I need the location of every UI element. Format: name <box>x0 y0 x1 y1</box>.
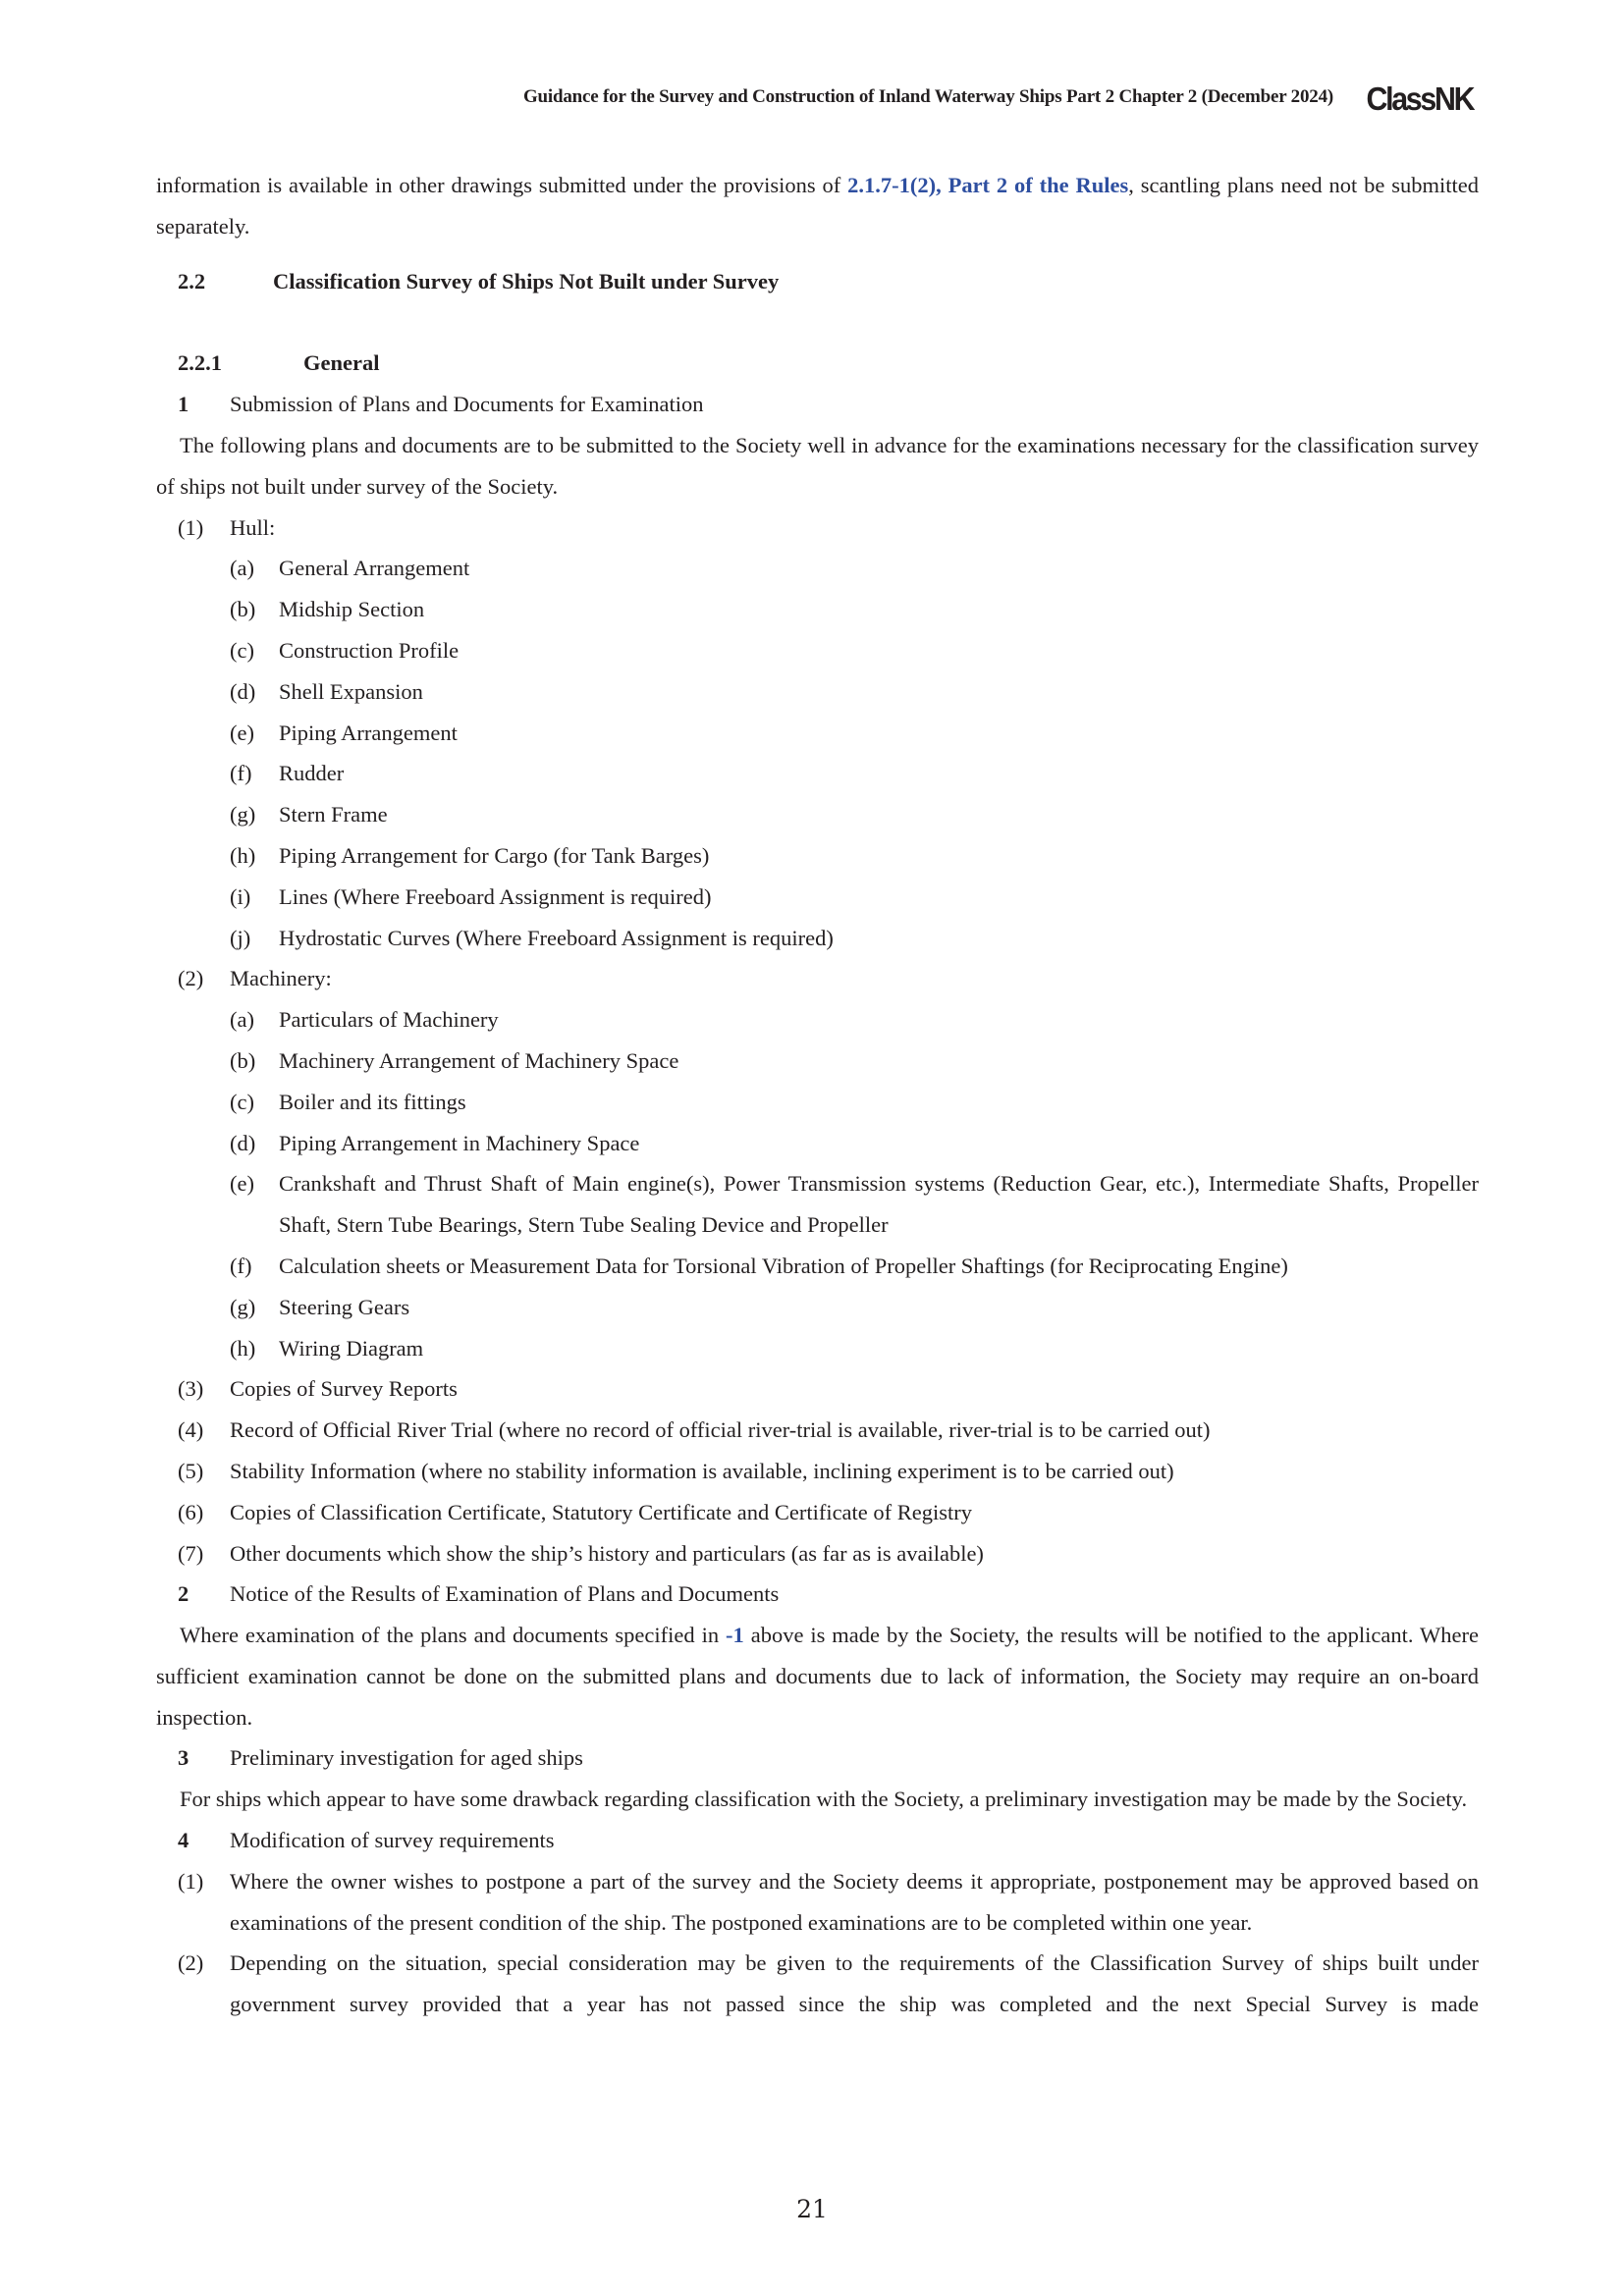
sub-item-text: Midship Section <box>279 597 425 622</box>
item-text: Machinery: <box>230 966 332 991</box>
sub-item-text: General Arrangement <box>279 556 470 581</box>
item-label: (2) <box>178 1950 204 1976</box>
item-label: (5) <box>178 1458 204 1483</box>
sub-item-label: (f) <box>230 1253 252 1278</box>
sub-list-item <box>156 671 1479 713</box>
item-label: (1) <box>178 1868 204 1894</box>
item-text: Other documents which show the ship’s history and particulars (as far as is available) <box>230 1540 984 1566</box>
sub-item-text: Hydrostatic Curves (Where Freeboard Assignment is required) <box>279 925 834 950</box>
item-text: Hull: <box>230 514 276 540</box>
sub-list-item <box>156 999 1479 1041</box>
sub-item-text: Piping Arrangement <box>279 720 458 745</box>
para1-list <box>156 507 1479 1575</box>
para1-number: 1 <box>178 392 189 417</box>
subsection-number: 2.2.1 <box>178 350 222 376</box>
item-text: Stability Information (where no stability information is available, inclining experiment is to be carried out) <box>230 1458 1174 1483</box>
item-label: (4) <box>178 1417 204 1443</box>
list-item <box>156 1492 1479 1533</box>
sub-item-text: Calculation sheets or Measurement Data for Torsional Vibration of Propeller Shaftings (for Reciprocating Engine) <box>279 1253 1288 1278</box>
sub-list-item <box>156 753 1479 794</box>
sub-list-item <box>156 1082 1479 1123</box>
sub-list-item <box>156 794 1479 835</box>
sub-item-text: Machinery Arrangement of Machinery Space <box>279 1047 679 1073</box>
sub-item-text: Crankshaft and Thrust Shaft of Main engine(s), Power Transmission systems (Reduction Gear, etc.), Intermediate Shafts, Propeller Shaft, Stern Tube Bearings, Stern Tube Sealing Device and Propeller <box>279 1171 1479 1238</box>
sub-item-label: (e) <box>230 1171 254 1197</box>
sub-list-item <box>156 835 1479 877</box>
sub-item-label: (e) <box>230 720 254 745</box>
item-text: Where the owner wishes to postpone a part of the survey and the Society deems it appropriate, postponement may be approved based on examinations of the present condition of the ship. The postponed examinations are to be completed within one year. <box>230 1868 1479 1935</box>
item-label: (6) <box>178 1499 204 1524</box>
sub-list-item <box>156 589 1479 630</box>
item-text: Copies of Survey Reports <box>230 1376 458 1402</box>
para2-text-before: Where examination of the plans and documents specified in <box>180 1623 727 1648</box>
list-item <box>156 1451 1479 1492</box>
page-header <box>0 80 1473 120</box>
item-label: (7) <box>178 1540 204 1566</box>
item-label: (1) <box>178 514 204 540</box>
item-text: Copies of Classification Certificate, Statutory Certificate and Certificate of Registry <box>230 1499 973 1524</box>
sub-list-item <box>156 630 1479 671</box>
para2-title: Notice of the Results of Examination of Plans and Documents <box>230 1581 780 1607</box>
sub-item-label: (c) <box>230 1089 254 1114</box>
sub-item-label: (d) <box>230 1130 256 1155</box>
para1-title: Submission of Plans and Documents for Examination <box>230 392 704 417</box>
subsection-heading <box>156 343 1479 384</box>
sub-item-label: (c) <box>230 637 254 663</box>
item-text: Record of Official River Trial (where no record of official river-trial is available, river-trial is to be carried out) <box>230 1417 1211 1443</box>
sub-item-label: (i) <box>230 883 251 909</box>
sub-item-text: Piping Arrangement in Machinery Space <box>279 1130 640 1155</box>
sub-list-item <box>156 918 1479 959</box>
para3-title: Preliminary investigation for aged ships <box>230 1745 583 1771</box>
sub-list-item <box>156 1041 1479 1082</box>
rules-reference-link[interactable]: 2.1.7-1(2), Part 2 of the Rules <box>847 173 1129 197</box>
header-title: Guidance for the Survey and Construction of Inland Waterway Ships Part 2 Chapter 2 (December 2024) <box>522 86 1333 107</box>
para1-reference-link[interactable]: -1 <box>726 1623 744 1648</box>
sub-item-label: (j) <box>230 925 251 950</box>
sub-list-item <box>156 1123 1479 1164</box>
para4-heading <box>156 1820 1479 1861</box>
sub-item-label: (b) <box>230 597 256 622</box>
sub-item-text: Stern Frame <box>279 802 388 828</box>
para2-body <box>156 1615 1479 1737</box>
sub-item-label: (g) <box>230 1294 256 1319</box>
section-title: Classification Survey of Ships Not Built under Survey <box>273 268 780 294</box>
page-content <box>156 165 1479 2025</box>
intro-text-after: , scantling plans need not be submitted separately. <box>156 173 1479 239</box>
sub-list-item <box>156 548 1479 589</box>
para3-heading <box>156 1737 1479 1779</box>
page-number: 21 <box>796 2195 828 2223</box>
para4-title: Modification of survey requirements <box>230 1828 555 1853</box>
para3-number: 3 <box>178 1745 189 1771</box>
item-label: (3) <box>178 1376 204 1402</box>
intro-text-before: information is available in other drawings submitted under the provisions of <box>156 173 848 197</box>
list-item <box>156 1943 1479 2025</box>
section-number: 2.2 <box>178 268 206 294</box>
sub-item-label: (g) <box>230 802 256 828</box>
classnk-logo: ClassNK <box>1366 80 1473 117</box>
sub-item-text: Construction Profile <box>279 637 460 663</box>
para4-number: 4 <box>178 1828 189 1853</box>
sub-list-item <box>156 1163 1479 1246</box>
sub-item-text: Lines (Where Freeboard Assignment is required) <box>279 883 712 909</box>
sub-item-text: Rudder <box>279 761 345 786</box>
para3-body: For ships which appear to have some drawback regarding classification with the Society, a preliminary investigation may be made by the Society. <box>180 1787 1468 1812</box>
sub-item-text: Shell Expansion <box>279 678 423 704</box>
sub-item-label: (d) <box>230 678 256 704</box>
sub-item-label: (b) <box>230 1047 256 1073</box>
para1-heading <box>156 384 1479 425</box>
sub-list-item <box>156 1328 1479 1369</box>
sub-item-text: Piping Arrangement for Cargo (for Tank Barges) <box>279 842 710 868</box>
list-item <box>156 1368 1479 1410</box>
para2-text-after: above is made by the Society, the results will be notified to the applicant. Where sufficient examination cannot be done on the submitted plans and documents due to lack of information, the Society may require an on-board inspection. <box>156 1623 1479 1730</box>
sub-item-label: (f) <box>230 761 252 786</box>
sub-list-item <box>156 877 1479 918</box>
list-item <box>156 1533 1479 1575</box>
list-item <box>156 1861 1479 1944</box>
item-text: Depending on the situation, special consideration may be given to the requirements of the Classification Survey of ships built under government survey provided that a year has not passed since the ship was completed and the next Special Survey is made <box>230 1950 1479 2017</box>
intro-paragraph <box>156 165 1479 247</box>
sub-item-label: (a) <box>230 1007 254 1033</box>
sub-item-text: Wiring Diagram <box>279 1335 424 1361</box>
sub-item-label: (h) <box>230 842 256 868</box>
para2-number: 2 <box>178 1581 189 1607</box>
sub-item-text: Steering Gears <box>279 1294 410 1319</box>
sub-list-item <box>156 1246 1479 1287</box>
list-item <box>156 958 1479 999</box>
section-heading <box>156 261 1479 302</box>
para2-heading <box>156 1574 1479 1615</box>
sub-item-label: (a) <box>230 556 254 581</box>
list-item <box>156 1410 1479 1451</box>
sub-list-item <box>156 1287 1479 1328</box>
para1-body: The following plans and documents are to be submitted to the Society well in advance for the examinations necessary for the classification survey of ships not built under survey of the Society. <box>156 432 1479 499</box>
subsection-title: General <box>303 350 380 376</box>
list-item <box>156 507 1479 549</box>
item-label: (2) <box>178 966 204 991</box>
sub-list-item <box>156 713 1479 754</box>
sub-item-text: Boiler and its fittings <box>279 1089 466 1114</box>
sub-item-label: (h) <box>230 1335 256 1361</box>
sub-item-text: Particulars of Machinery <box>279 1007 499 1033</box>
